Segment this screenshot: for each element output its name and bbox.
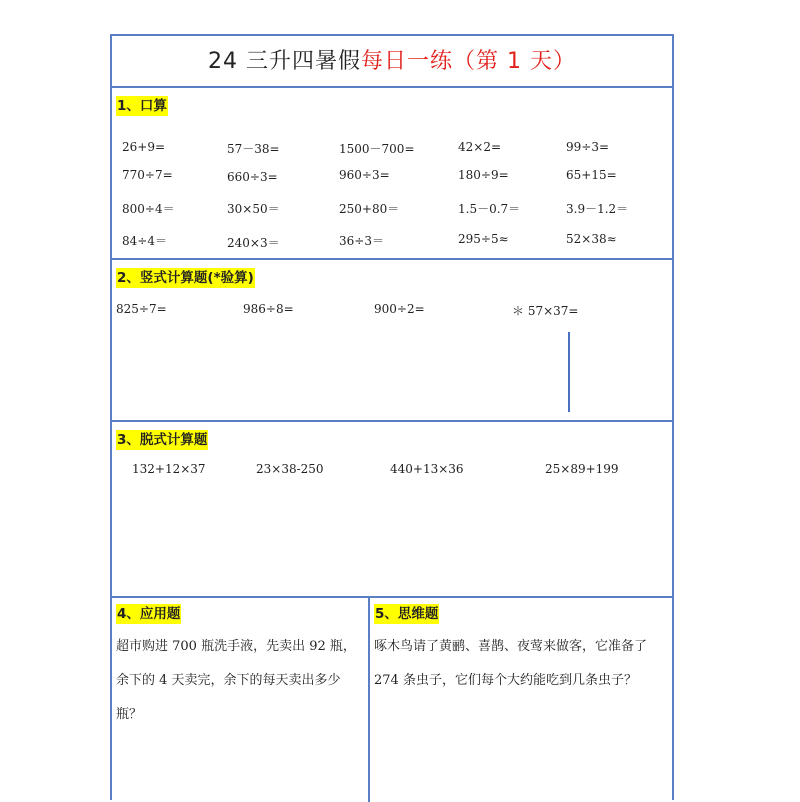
vertical-calc-item: 900÷2= (374, 302, 425, 316)
section3-title: 3、脱式计算题 (117, 432, 208, 448)
mental-math-item: 3.9－1.2＝ (566, 202, 629, 216)
title-highlight: 每日一练（第 1 天） (361, 49, 576, 74)
thinking-problem-line: 274 条虫子，它们每个大约能吃到几条虫子？ (374, 673, 637, 688)
thinking-problem (374, 630, 672, 698)
mental-math-item: 960÷3= (339, 168, 390, 182)
section2-title: 2、竖式计算题(*验算) (117, 270, 254, 286)
section4-title: 4、应用题 (117, 606, 181, 622)
divider (112, 596, 672, 598)
mental-math-item: 800÷4＝ (122, 202, 175, 216)
mental-math-item: 65+15= (566, 168, 617, 182)
mental-math-item: 295÷5≈ (458, 232, 509, 246)
step-calc-item: 23×38-250 (256, 462, 324, 476)
mental-math-item: 1.5－0.7＝ (458, 202, 521, 216)
page-title (112, 44, 672, 75)
worksheet (110, 34, 674, 800)
step-calc-item: 440+13×36 (390, 462, 464, 476)
column-divider (368, 596, 370, 802)
mental-math-item: 240×3＝ (227, 236, 280, 250)
mental-math-item: 36÷3＝ (339, 234, 384, 248)
thinking-problem-line: 啄木鸟请了黄鹂、喜鹊、夜莺来做客，它准备了 (374, 639, 648, 654)
vertical-calc-item: 986÷8= (243, 302, 294, 316)
mental-math-item: 52×38≈ (566, 232, 617, 246)
mental-math-item: 30×50＝ (227, 202, 280, 216)
word-problem-line: 余下的 4 天卖完，余下的每天卖出多少 (116, 673, 341, 688)
mental-math-item: 42×2= (458, 140, 502, 154)
mental-math-item: 250+80＝ (339, 202, 400, 216)
mental-math-item: 57－38= (227, 142, 280, 156)
vertical-calc-item: ＊ 57×37= (512, 304, 579, 318)
section5-title: 5、思维题 (375, 606, 439, 622)
answer-line (568, 332, 570, 412)
mental-math-item: 770÷7= (122, 168, 173, 182)
step-calc-item: 132+12×37 (132, 462, 206, 476)
divider (112, 420, 672, 422)
mental-math-item: 26+9= (122, 140, 166, 154)
mental-math-item: 1500－700= (339, 142, 415, 156)
divider (112, 86, 672, 88)
step-calc-item: 25×89+199 (545, 462, 619, 476)
divider (112, 258, 672, 260)
mental-math-item: 660÷3= (227, 170, 278, 184)
mental-math-item: 180÷9= (458, 168, 509, 182)
mental-math-item: 99÷3= (566, 140, 610, 154)
title-prefix: 24 三升四暑假 (208, 49, 361, 74)
word-problem-line: 超市购进 700 瓶洗手液，先卖出 92 瓶， (116, 639, 356, 654)
word-problem (116, 630, 364, 732)
mental-math-item: 84÷4＝ (122, 234, 167, 248)
section1-title: 1、口算 (117, 98, 167, 114)
word-problem-line: 瓶？ (116, 707, 143, 722)
vertical-calc-item: 825÷7= (116, 302, 167, 316)
